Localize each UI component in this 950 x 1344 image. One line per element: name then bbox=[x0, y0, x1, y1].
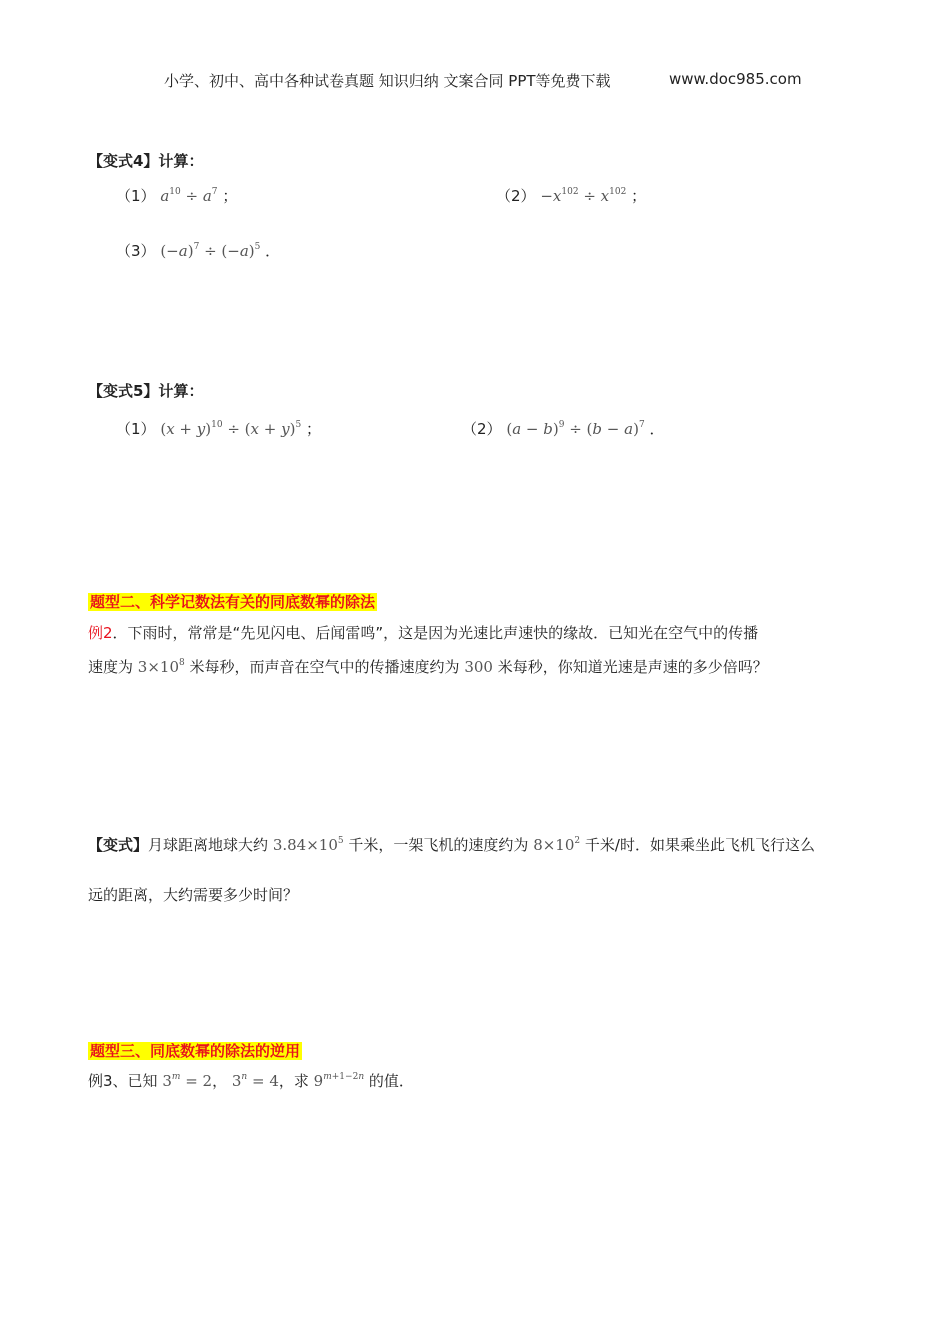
variant5-expr1: $(x + y)^{10} \div (x + y)^5$ bbox=[160, 420, 302, 438]
sound-speed: 300 bbox=[464, 658, 493, 676]
variant4-expr3: $(-a)^7 \div (-a)^5$ bbox=[160, 242, 261, 260]
section3-heading: 题型三、同底数幂的除法的逆用 bbox=[90, 1042, 301, 1060]
variant-moon-line2: 远的距离，大约需要多少时间？ bbox=[88, 886, 299, 904]
expr-9: $9^{m+1-2n}$ bbox=[313, 1072, 365, 1090]
variant4-expr1: $a^{10} \div a^7$ bbox=[160, 187, 218, 205]
eq-3m: $3^m = 2$ bbox=[162, 1072, 213, 1090]
variant4-label: 【变式4】计算： bbox=[88, 152, 204, 170]
variant4-item2: $(2) -x^{102} \div x^{102}$ ； bbox=[496, 187, 647, 205]
example3: 例3、已知 $3^m = 2$， $3^n = 4$，求 $9^{m+1-2n}$ 的值． bbox=[88, 1072, 414, 1090]
variant4-item3: （3） $(-a)^7 \div (-a)^5$ ． bbox=[116, 242, 281, 260]
section2-heading: 题型二、科学记数法有关的同底数幂的除法 bbox=[90, 593, 376, 611]
variant4-item1: （1） $a^{10} \div a^7$ ； bbox=[116, 187, 238, 205]
example2-line1: 例2．下雨时，常常是“先见闪电、后闻雷鸣”，这是因为光速比声速快的缘故．已知光在空气中的传播 bbox=[88, 624, 759, 642]
variant5-label: 【变式5】计算： bbox=[88, 382, 204, 400]
variant5-item1: （1） $(x + y)^{10} \div (x + y)^5$ ； bbox=[116, 420, 321, 438]
eq-3n: $3^n = 4$ bbox=[231, 1072, 279, 1090]
variant-moon-line1: 【变式】月球距离地球大约 $3.84\times 10^5$ 千米，一架飞机的速度约为 $8\times 10^2$ 千米/时．如果乘坐此飞机飞行这么 bbox=[88, 836, 815, 854]
light-speed: $3\times 10^8$ bbox=[137, 658, 185, 676]
example2-line2: 速度为 $3\times 10^8$ 米每秒，而声音在空气中的传播速度约为 300 米每秒，你知道光速是声速的多少倍吗？ bbox=[88, 658, 768, 676]
variant5-item2: （2） $(a - b)^9 \div (b - a)^7$ ． bbox=[462, 420, 665, 438]
variant5-expr2: $(a - b)^9 \div (b - a)^7$ bbox=[506, 420, 645, 438]
moon-distance: $3.84\times 10^5$ bbox=[272, 836, 344, 854]
header-url: www.doc985.com bbox=[669, 70, 802, 88]
plane-speed: $8\times 10^2$ bbox=[533, 836, 581, 854]
variant4-expr2: $-x^{102} \div x^{102}$ bbox=[540, 187, 627, 205]
header-text: 小学、初中、高中各种试卷真题 知识归纳 文案合同 PPT等免费下载 bbox=[164, 72, 611, 90]
